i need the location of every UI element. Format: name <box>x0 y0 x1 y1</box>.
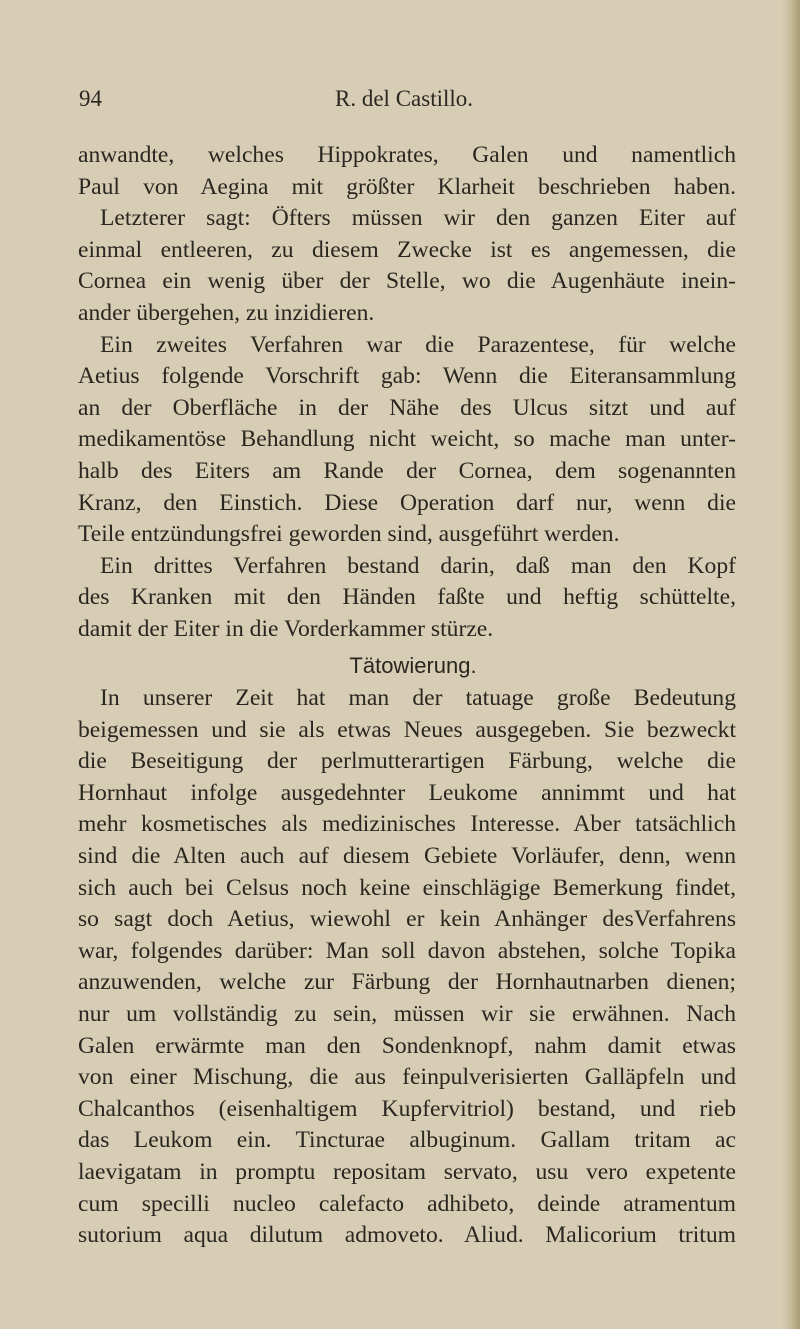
paragraph <box>78 140 736 330</box>
text-line: Chalcanthos (eisenhaltigem Kupfervitriol) bestand, und rieb <box>78 1095 736 1122</box>
text-line: einmal entleeren, zu diesem Zwecke ist es angemessen, die <box>78 236 736 263</box>
text-line: Aetius folgende Vorschrift gab: Wenn die Eiteransammlung <box>78 363 736 390</box>
body-text <box>78 140 736 1252</box>
page-header <box>0 86 800 116</box>
text-line: medikamentöse Behandlung nicht weicht, so mache man unter- <box>78 426 736 453</box>
page-edge-shadow <box>782 0 800 1329</box>
text-line: so sagt doch Aetius, wiewohl er kein Anhänger desVerfahrens <box>78 906 736 933</box>
text-line: anzuwenden, welche zur Färbung der Hornhautnarben dienen; <box>78 969 736 996</box>
text-line: des Kranken mit den Händen faßte und heftig schüttelte, <box>78 584 736 611</box>
text-line: sich auch bei Celsus noch keine einschlägige Bemerkung findet, <box>78 874 736 901</box>
paragraph <box>78 683 736 1252</box>
paragraph <box>78 551 736 646</box>
text-line: Hornhaut infolge ausgedehnter Leukome annimmt und hat <box>78 779 736 806</box>
text-line: Letzterer sagt: Öfters müssen wir den ganzen Eiter auf <box>100 205 736 232</box>
text-line: halb des Eiters am Rande der Cornea, dem sogenannten <box>78 457 736 484</box>
text-line: Teile entzündungsfrei geworden sind, ausgeführt werden. <box>78 521 620 548</box>
text-line: die Beseitigung der perlmutterartigen Färbung, welche die <box>78 748 736 775</box>
text-line: ander übergehen, zu inzidieren. <box>78 299 375 326</box>
text-line: an der Oberfläche in der Nähe des Ulcus sitzt und auf <box>78 394 736 421</box>
text-line: mehr kosmetisches als medizinisches Interesse. Aber tatsächlich <box>78 811 736 838</box>
text-line: von einer Mischung, die aus feinpulverisierten Galläpfeln und <box>78 1064 736 1091</box>
text-line: Cornea ein wenig über der Stelle, wo die Augenhäute inein- <box>78 268 736 295</box>
text-line: Ein zweites Verfahren war die Parazentese, für welche <box>100 331 736 358</box>
text-line: sind die Alten auch auf diesem Gebiete Vorläufer, denn, wenn <box>78 843 736 870</box>
text-line: beigemessen und sie als etwas Neues ausgegeben. Sie bezweckt <box>78 716 736 743</box>
text-line: das Leukom ein. Tincturae albuginum. Gallam tritam ac <box>78 1127 736 1154</box>
text-line: nur um vollständig zu sein, müssen wir sie erwähnen. Nach <box>78 1001 736 1028</box>
text-line: war, folgendes darüber: Man soll davon abstehen, solche Topika <box>78 937 736 964</box>
text-line: cum specilli nucleo calefacto adhibeto, deinde atramentum <box>78 1190 736 1217</box>
text-line: sutorium aqua dilutum admoveto. Aliud. Malicorium tritum <box>78 1222 736 1249</box>
text-line: Galen erwärmte man den Sondenknopf, nahm damit etwas <box>78 1032 736 1059</box>
text-line: damit der Eiter in die Vorderkammer stürze. <box>78 615 494 642</box>
section-heading: Tätowierung. <box>349 652 477 678</box>
text-line: In unserer Zeit hat man der tatuage große Bedeutung <box>100 685 736 712</box>
text-line: laevigatam in promptu repositam servato, usu vero expetente <box>78 1159 736 1185</box>
paragraph <box>78 330 736 551</box>
text-line: Paul von Aegina mit größter Klarheit beschrieben haben. <box>78 173 736 200</box>
text-line: anwandte, welches Hippokrates, Galen und namentlich <box>78 142 736 168</box>
text-line: Ein drittes Verfahren bestand darin, daß man den Kopf <box>100 552 736 579</box>
running-title: R. del Castillo. <box>335 86 473 111</box>
page-number: 94 <box>79 86 102 111</box>
text-line: Kranz, den Einstich. Diese Operation darf nur, wenn die <box>78 489 736 516</box>
